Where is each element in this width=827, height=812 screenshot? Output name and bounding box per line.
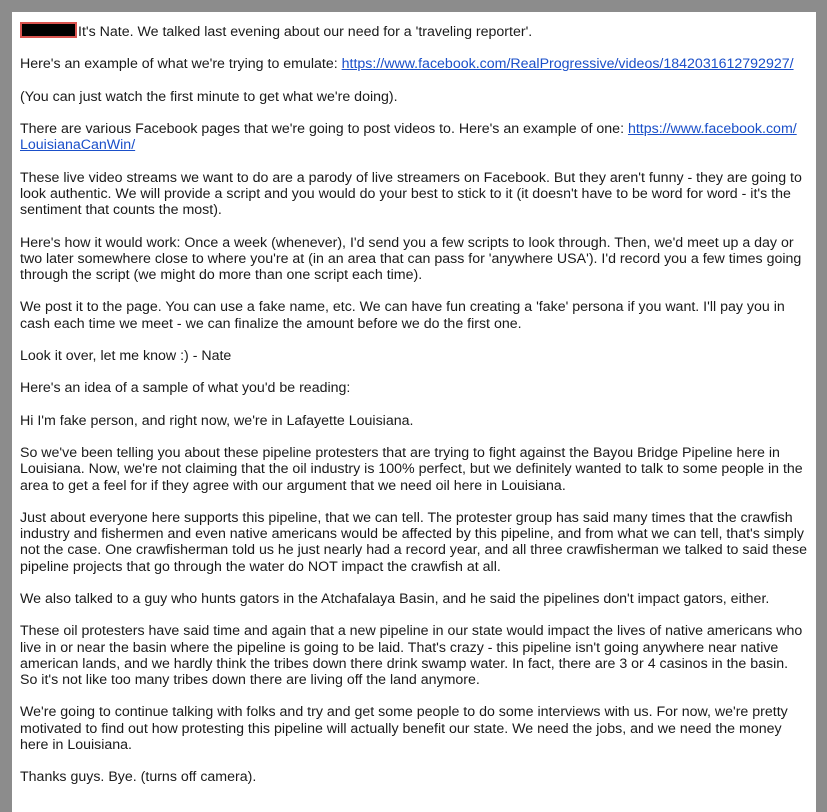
script-paragraph-2: Just about everyone here supports this pipeline, that we can tell. The protester group has said many times that the crawfish industry and fishermen and even native americans would be affected by this pipeline, and from what we can tell, that's simply not the case. One crawfisherman told us he just nearly had a record year, and all three crawfisherman we talked to said these pipeline projects that go through the water do NOT impact the crawfish at all.	[20, 509, 808, 575]
greeting-paragraph	[20, 22, 808, 40]
script-paragraph-4: These oil protesters have said time and again that a new pipeline in our state would impact the lives of native americans who live in or near the basin where the pipeline is going to be laid. That's crazy - this pipeline isn't going anywhere near native american lands, and we hardly think the tribes down there drink swamp water. In fact, there are 3 or 4 casinos in the basin. So it's not like too many tribes down there are living off the land anymore.	[20, 623, 803, 688]
sample-intro: Here's an idea of a sample of what you'd be reading:	[20, 380, 351, 397]
facebook-page-link-part2: LouisianaCanWin/	[20, 137, 136, 154]
pages-paragraph	[20, 121, 808, 153]
script-paragraph-5: We're going to continue talking with folks and try and get some people to do some interviews with us. For now, we're pretty motivated to find out how protesting this pipeline will actually benefit our state. We need the jobs, and we need the money here in Louisiana.	[20, 704, 788, 753]
script-paragraph-3: We also talked to a guy who hunts gators in the Atchafalaya Basin, and he said the pipelines don't impact gators, either.	[20, 590, 770, 607]
sign-off: Look it over, let me know :) - Nate	[20, 347, 232, 364]
example-paragraph	[20, 56, 808, 72]
facebook-page-link-part1: https://www.facebook.com/	[627, 121, 797, 138]
greeting-text: It's Nate. We talked last evening about our need for a 'traveling reporter'.	[78, 24, 533, 40]
script-paragraph-1: So we've been telling you about these pipeline protesters that are trying to fight against the Bayou Bridge Pipeline here in Louisiana. Now, we're not claiming that the oil industry is 100% perfect, but we definitely wanted to talk to some people in the area to get a feel for if they agree with our argument that we need oil here in Louisiana.	[20, 445, 803, 494]
example-video-link[interactable]: https://www.facebook.com/RealProgressive/videos/1842031612792927/	[341, 56, 794, 73]
redacted-name	[20, 22, 77, 38]
parody-paragraph: These live video streams we want to do are a parody of live streamers on Facebook. But they aren't funny - they are going to look authentic. We will provide a script and you would do your best to stick to it (it doesn't have to be word for word - it's the sentiment that counts the most).	[20, 169, 802, 219]
email-body	[12, 12, 816, 812]
script-closing: Thanks guys. Bye. (turns off camera).	[20, 769, 257, 786]
script-intro: Hi I'm fake person, and right now, we're in Lafayette Louisiana.	[20, 412, 414, 429]
how-it-works-paragraph: Here's how it would work: Once a week (whenever), I'd send you a few scripts to look through. Then, we'd meet up a day or two later somewhere close to where you're at (in an area that can pass for 'anywhere USA'). I'd record you a few times going through the script (we might do more than one script each time).	[20, 234, 802, 283]
post-it-paragraph: We post it to the page. You can use a fake name, etc. We can have fun creating a 'fake' persona if you want. I'll pay you in cash each time we meet - we can finalize the amount before we do the first one.	[20, 299, 785, 332]
example-intro-text: Here's an example of what we're trying to emulate:	[20, 56, 342, 73]
watch-note: (You can just watch the first minute to get what we're doing).	[20, 88, 398, 105]
pages-intro-text: There are various Facebook pages that we're going to post videos to. Here's an example of one:	[20, 121, 628, 138]
